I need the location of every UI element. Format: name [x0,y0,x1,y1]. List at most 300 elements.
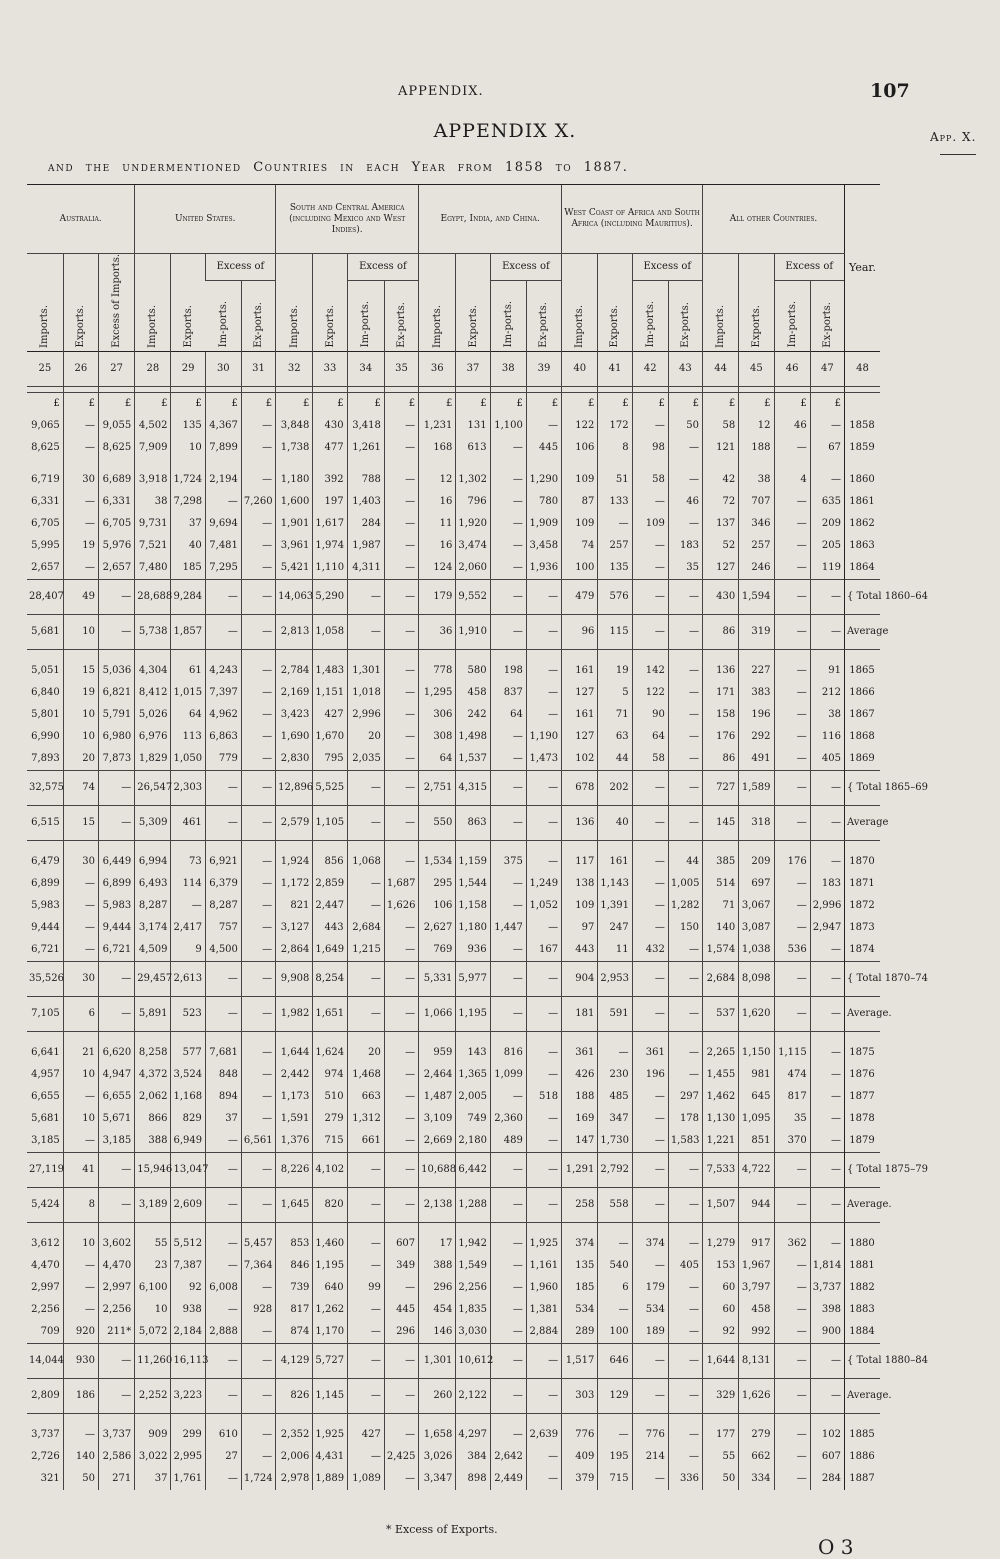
table-cell: 8,287 [135,895,171,917]
table-cell: 1,159 [456,851,490,873]
table-cell: 297 [668,1086,702,1108]
table-cell: — [241,917,275,939]
table-cell: — [668,939,702,962]
table-cell: 405 [810,748,844,771]
total-row [27,1343,880,1378]
table-cell: 23 [135,1255,171,1277]
table-cell: 1,936 [526,557,561,580]
table-cell: 20 [347,726,384,748]
table-cell: 19 [598,660,632,682]
table-cell: 2,360 [490,1108,526,1130]
year-cell: 1859 [844,437,880,459]
table-cell: 1,574 [703,939,739,962]
currency-symbol: £ [490,392,526,415]
table-cell: 3,174 [135,917,171,939]
table-cell: 443 [313,917,347,939]
table-cell: 2,035 [347,748,384,771]
table-cell: 289 [562,1321,598,1344]
table-cell: 9 [171,939,205,962]
table-cell: 97 [562,917,598,939]
table-cell: 127 [562,682,598,704]
table-cell: 1,015 [171,682,205,704]
table-cell: 1,301 [347,660,384,682]
table-cell: — [490,1321,526,1344]
table-cell: 9,731 [135,513,171,535]
table-cell: 7,521 [135,535,171,557]
table-cell: — [526,579,561,614]
table-cell: 2,639 [526,1424,561,1446]
table-cell: 3,418 [347,415,384,437]
column-number: 30 [205,351,241,386]
table-cell: 1,100 [490,415,526,437]
col-excess-ex-ports: Ex-ports. [810,280,844,351]
table-cell: — [668,1446,702,1468]
table-row [27,491,880,513]
table-cell: 161 [562,660,598,682]
table-cell: — [526,415,561,437]
table-cell: 12 [419,469,456,491]
table-cell: — [63,873,98,895]
table-cell: 257 [739,535,774,557]
year-cell: 1881 [844,1255,880,1277]
currency-symbol: £ [53,398,60,410]
table-cell: 7,397 [205,682,241,704]
table-row [27,1299,880,1321]
table-cell: 1,620 [739,996,774,1031]
year-cell: 1866 [844,682,880,704]
table-cell: 2,256 [456,1277,490,1299]
table-cell: 6,449 [98,851,134,873]
table-cell: — [810,770,844,805]
table-cell: 92 [703,1321,739,1344]
col-excess-ex-ports: Ex-ports. [241,280,275,351]
total-row [27,579,880,614]
column-number: 38 [490,351,526,386]
table-cell: — [205,805,241,840]
table-cell: 6,976 [135,726,171,748]
table-cell: 2,978 [276,1468,313,1490]
table-cell: 145 [703,805,739,840]
table-cell: 2,256 [31,1304,60,1316]
table-cell: 4,297 [456,1424,490,1446]
table-cell: — [774,1321,810,1344]
table-cell: — [241,770,275,805]
table-cell: 458 [739,1299,774,1321]
table-cell: 1,172 [276,873,313,895]
table-cell: 477 [313,437,347,459]
table-cell: — [668,1321,702,1344]
table-cell: — [810,939,844,962]
table-cell: 308 [419,726,456,748]
table-cell: — [668,1233,702,1255]
table-cell: — [774,1468,810,1490]
table-cell: 3,026 [419,1446,456,1468]
table-cell: — [668,660,702,682]
table-cell: — [384,469,418,491]
table-cell: 183 [668,535,702,557]
table-cell: 1,487 [419,1086,456,1108]
table-cell: — [63,895,98,917]
table-cell: — [490,726,526,748]
table-cell: — [810,1064,844,1086]
table-cell: 4,962 [205,704,241,726]
table-cell: 635 [810,491,844,513]
table-cell: — [668,726,702,748]
table-cell: 67 [810,437,844,459]
table-cell: 3,022 [135,1446,171,1468]
table-cell: 122 [632,682,668,704]
table-cell: 1,483 [313,660,347,682]
table-cell: 1,670 [313,726,347,748]
year-cell: Average [844,805,880,840]
table-cell: — [526,996,561,1031]
table-row [27,415,880,437]
table-cell: — [384,513,418,535]
table-cell: — [347,1233,384,1255]
table-cell: 2,417 [171,917,205,939]
footnote: * Excess of Exports. [386,1523,498,1536]
table-cell: 2,684 [703,961,739,996]
col-exports: Exports. [739,254,774,352]
total-row [27,1152,880,1187]
year-cell: 1877 [844,1086,880,1108]
table-cell: 1,901 [276,513,313,535]
table-cell: — [347,1152,384,1187]
table-cell: 1,624 [313,1042,347,1064]
table-cell: 776 [632,1424,668,1446]
table-row [27,1446,880,1468]
table-cell: 40 [598,805,632,840]
table-cell: 6,980 [98,726,134,748]
table-cell: — [205,491,241,513]
table-cell: 894 [205,1086,241,1108]
table-cell: 10 [63,1108,98,1130]
table-cell: 1,455 [703,1064,739,1086]
table-cell: 607 [384,1233,418,1255]
row-gap [27,840,880,851]
table-cell: 5,309 [135,805,171,840]
table-cell: 10 [63,614,98,649]
col-excess-im-ports: Im-ports. [774,280,810,351]
table-cell: 195 [598,1446,632,1468]
table-cell: 1,924 [276,851,313,873]
table-cell: — [98,579,134,614]
table-cell: — [810,1130,844,1153]
table-cell: 663 [347,1086,384,1108]
table-cell: 3,524 [171,1064,205,1086]
table-cell: 851 [739,1130,774,1153]
table-cell: — [384,704,418,726]
table-cell: 821 [276,895,313,917]
table-cell: 7,105 [27,996,63,1031]
table-cell: 46 [668,491,702,513]
table-cell: 1,925 [526,1233,561,1255]
table-cell: 205 [810,535,844,557]
table-cell: 1,920 [456,513,490,535]
table-cell: — [526,1130,561,1153]
table-cell: 179 [632,1277,668,1299]
table-cell: — [384,726,418,748]
table-cell: 7,893 [31,753,60,765]
table-cell: 6,515 [27,805,63,840]
table-cell: 292 [739,726,774,748]
table-row [27,1424,880,1446]
table-cell: — [384,415,418,437]
table-row [27,437,880,459]
table-cell: 523 [171,996,205,1031]
table-cell: 846 [276,1255,313,1277]
table-cell: — [241,614,275,649]
table-cell: 1,066 [419,996,456,1031]
table-cell: 6,921 [205,851,241,873]
col-exports: Exports. [313,254,347,352]
table-cell: 188 [739,437,774,459]
table-cell: 44 [668,851,702,873]
table-cell: 5,051 [31,665,60,677]
table-cell: 959 [419,1042,456,1064]
table-cell: — [490,770,526,805]
table-cell: 1,649 [313,939,347,962]
table-cell: 5,977 [456,961,490,996]
table-cell: 580 [456,660,490,682]
table-cell: 1,925 [313,1424,347,1446]
table-row [27,748,880,771]
table-cell: — [384,996,418,1031]
table-cell: 26,547 [135,770,171,805]
table-cell: 303 [562,1378,598,1413]
table-cell: 518 [526,1086,561,1108]
table-cell: 795 [313,748,347,771]
table-cell: 1,658 [419,1424,456,1446]
table-cell: 296 [419,1277,456,1299]
year-cell: 1886 [844,1446,880,1468]
year-cell: Average. [844,1378,880,1413]
table-row [27,1042,880,1064]
table-cell: — [205,1233,241,1255]
table-cell: 64 [419,748,456,771]
average-row [27,614,880,649]
table-cell: 2,586 [98,1446,134,1468]
column-number-row [27,351,880,386]
table-cell: 100 [562,557,598,580]
table-cell: 2,726 [31,1451,60,1463]
table-cell: 102 [810,1424,844,1446]
table-cell: — [241,726,275,748]
table-cell: 2,864 [276,939,313,962]
table-cell: — [63,491,98,513]
table-cell: — [774,1187,810,1222]
table-cell: 445 [384,1299,418,1321]
table-cell: — [490,748,526,771]
table-cell: 336 [668,1468,702,1490]
table-cell: 1,447 [490,917,526,939]
table-cell: 898 [456,1468,490,1490]
table-cell: 1,942 [456,1233,490,1255]
page-header [0,80,1000,108]
table-cell: — [774,704,810,726]
currency-symbol: £ [205,392,241,415]
table-cell: 2,256 [98,1299,134,1321]
table-cell: 1,460 [313,1233,347,1255]
col-exports: Exports. [63,254,98,352]
table-cell: 60 [703,1277,739,1299]
table-cell: 102 [562,748,598,771]
table-cell: 1,982 [276,996,313,1031]
table-cell: — [490,1233,526,1255]
table-cell: 485 [598,1086,632,1108]
table-cell: 613 [456,437,490,459]
table-cell: — [598,1424,632,1446]
table-cell: — [98,614,134,649]
table-cell: — [632,415,668,437]
table-cell: 848 [205,1064,241,1086]
currency-symbol: £ [135,392,171,415]
table-cell: 122 [562,415,598,437]
table-cell: 2,062 [135,1086,171,1108]
table-cell: 1,170 [313,1321,347,1344]
table-cell: 177 [703,1424,739,1446]
table-cell: 230 [598,1064,632,1086]
table-cell: 1,312 [347,1108,384,1130]
table-cell: — [241,961,275,996]
currency-symbol: £ [774,392,810,415]
table-cell: — [490,1255,526,1277]
currency-symbol: £ [668,392,702,415]
table-row [27,557,880,580]
table-cell: 13,047 [171,1152,205,1187]
table-cell: 10 [63,726,98,748]
table-cell: — [668,1424,702,1446]
table-cell: — [774,513,810,535]
table-cell: 917 [739,1233,774,1255]
currency-symbol: £ [171,392,205,415]
table-cell: 198 [490,660,526,682]
table-cell: 491 [739,748,774,771]
table-cell: 697 [739,873,774,895]
table-cell: — [384,851,418,873]
table-cell: 30 [63,961,98,996]
table-row [27,917,880,939]
table-cell: 1,095 [739,1108,774,1130]
table-cell: — [241,1086,275,1108]
table-cell: — [241,1152,275,1187]
table-cell: 1,018 [347,682,384,704]
table-cell: — [774,660,810,682]
table-cell: 4,372 [135,1064,171,1086]
year-cell: 1867 [844,704,880,726]
currency-symbol: £ [739,392,774,415]
table-cell: 534 [632,1299,668,1321]
table-cell: — [347,770,384,805]
table-cell: — [526,805,561,840]
table-cell: — [632,1130,668,1153]
year-cell: 1864 [844,557,880,580]
table-cell: 1,687 [384,873,418,895]
table-cell: — [205,996,241,1031]
table-cell: 5,072 [135,1321,171,1344]
table-cell: — [241,1064,275,1086]
table-cell: 817 [774,1086,810,1108]
table-cell: 1,724 [241,1468,275,1490]
table-cell: 185 [171,557,205,580]
col-excess-im-ports: Im-ports. [490,280,526,351]
table-cell: 36 [419,614,456,649]
table-cell: 1,261 [347,437,384,459]
table-cell: 334 [739,1468,774,1490]
table-cell: 9,908 [276,961,313,996]
table-cell: 6,840 [31,687,60,699]
table-cell: 576 [598,579,632,614]
table-cell: 30 [63,469,98,491]
table-cell: 479 [562,579,598,614]
table-cell: 5,983 [31,900,60,912]
table-cell: — [347,1187,384,1222]
table-cell: 757 [205,917,241,939]
table-cell: 117 [562,851,598,873]
table-cell: 454 [419,1299,456,1321]
column-number: 34 [347,351,384,386]
table-cell: — [774,805,810,840]
currency-row [27,392,880,415]
table-cell: — [490,1086,526,1108]
table-cell: 661 [347,1130,384,1153]
table-cell: 474 [774,1064,810,1086]
table-cell: — [632,996,668,1031]
table-cell: 35,526 [27,961,63,996]
table-cell: 2,352 [276,1424,313,1446]
column-number: 43 [668,351,702,386]
table-cell: 458 [456,682,490,704]
table-cell: 1,038 [739,939,774,962]
table-cell: 1,589 [739,770,774,805]
table-cell: — [526,1343,561,1378]
currency-symbol [844,392,880,415]
table-cell: 2,813 [276,614,313,649]
table-cell: 853 [276,1233,313,1255]
table-cell: 74 [562,535,598,557]
table-cell: — [490,961,526,996]
table-cell: — [347,1343,384,1378]
table-cell: 1,291 [562,1152,598,1187]
col-excess-ex-ports: Ex-ports. [384,280,418,351]
table-cell: 4,509 [135,939,171,962]
table-cell: 15 [63,660,98,682]
table-cell: 6,899 [31,878,60,890]
column-number: 36 [419,351,456,386]
row-gap [27,1031,880,1042]
table-cell: 1,282 [668,895,702,917]
table-cell: — [241,1042,275,1064]
table-cell: — [810,415,844,437]
year-cell: Average. [844,1187,880,1222]
table-cell: 35 [774,1108,810,1130]
table-cell: 42 [703,469,739,491]
table-cell: 6,442 [456,1152,490,1187]
table-cell: 7,298 [171,491,205,513]
table-cell: — [384,939,418,962]
table-cell: 3,737 [98,1424,134,1446]
table-cell: 537 [703,996,739,1031]
table-cell: 1,215 [347,939,384,962]
table-cell: 7,873 [98,748,134,771]
table-cell: 319 [739,614,774,649]
table-cell: 2,169 [276,682,313,704]
table-cell: 3,109 [419,1108,456,1130]
table-cell: 37 [171,513,205,535]
table-cell: 15,946 [135,1152,171,1187]
table-cell: — [205,1343,241,1378]
table-cell: 5,801 [31,709,60,721]
